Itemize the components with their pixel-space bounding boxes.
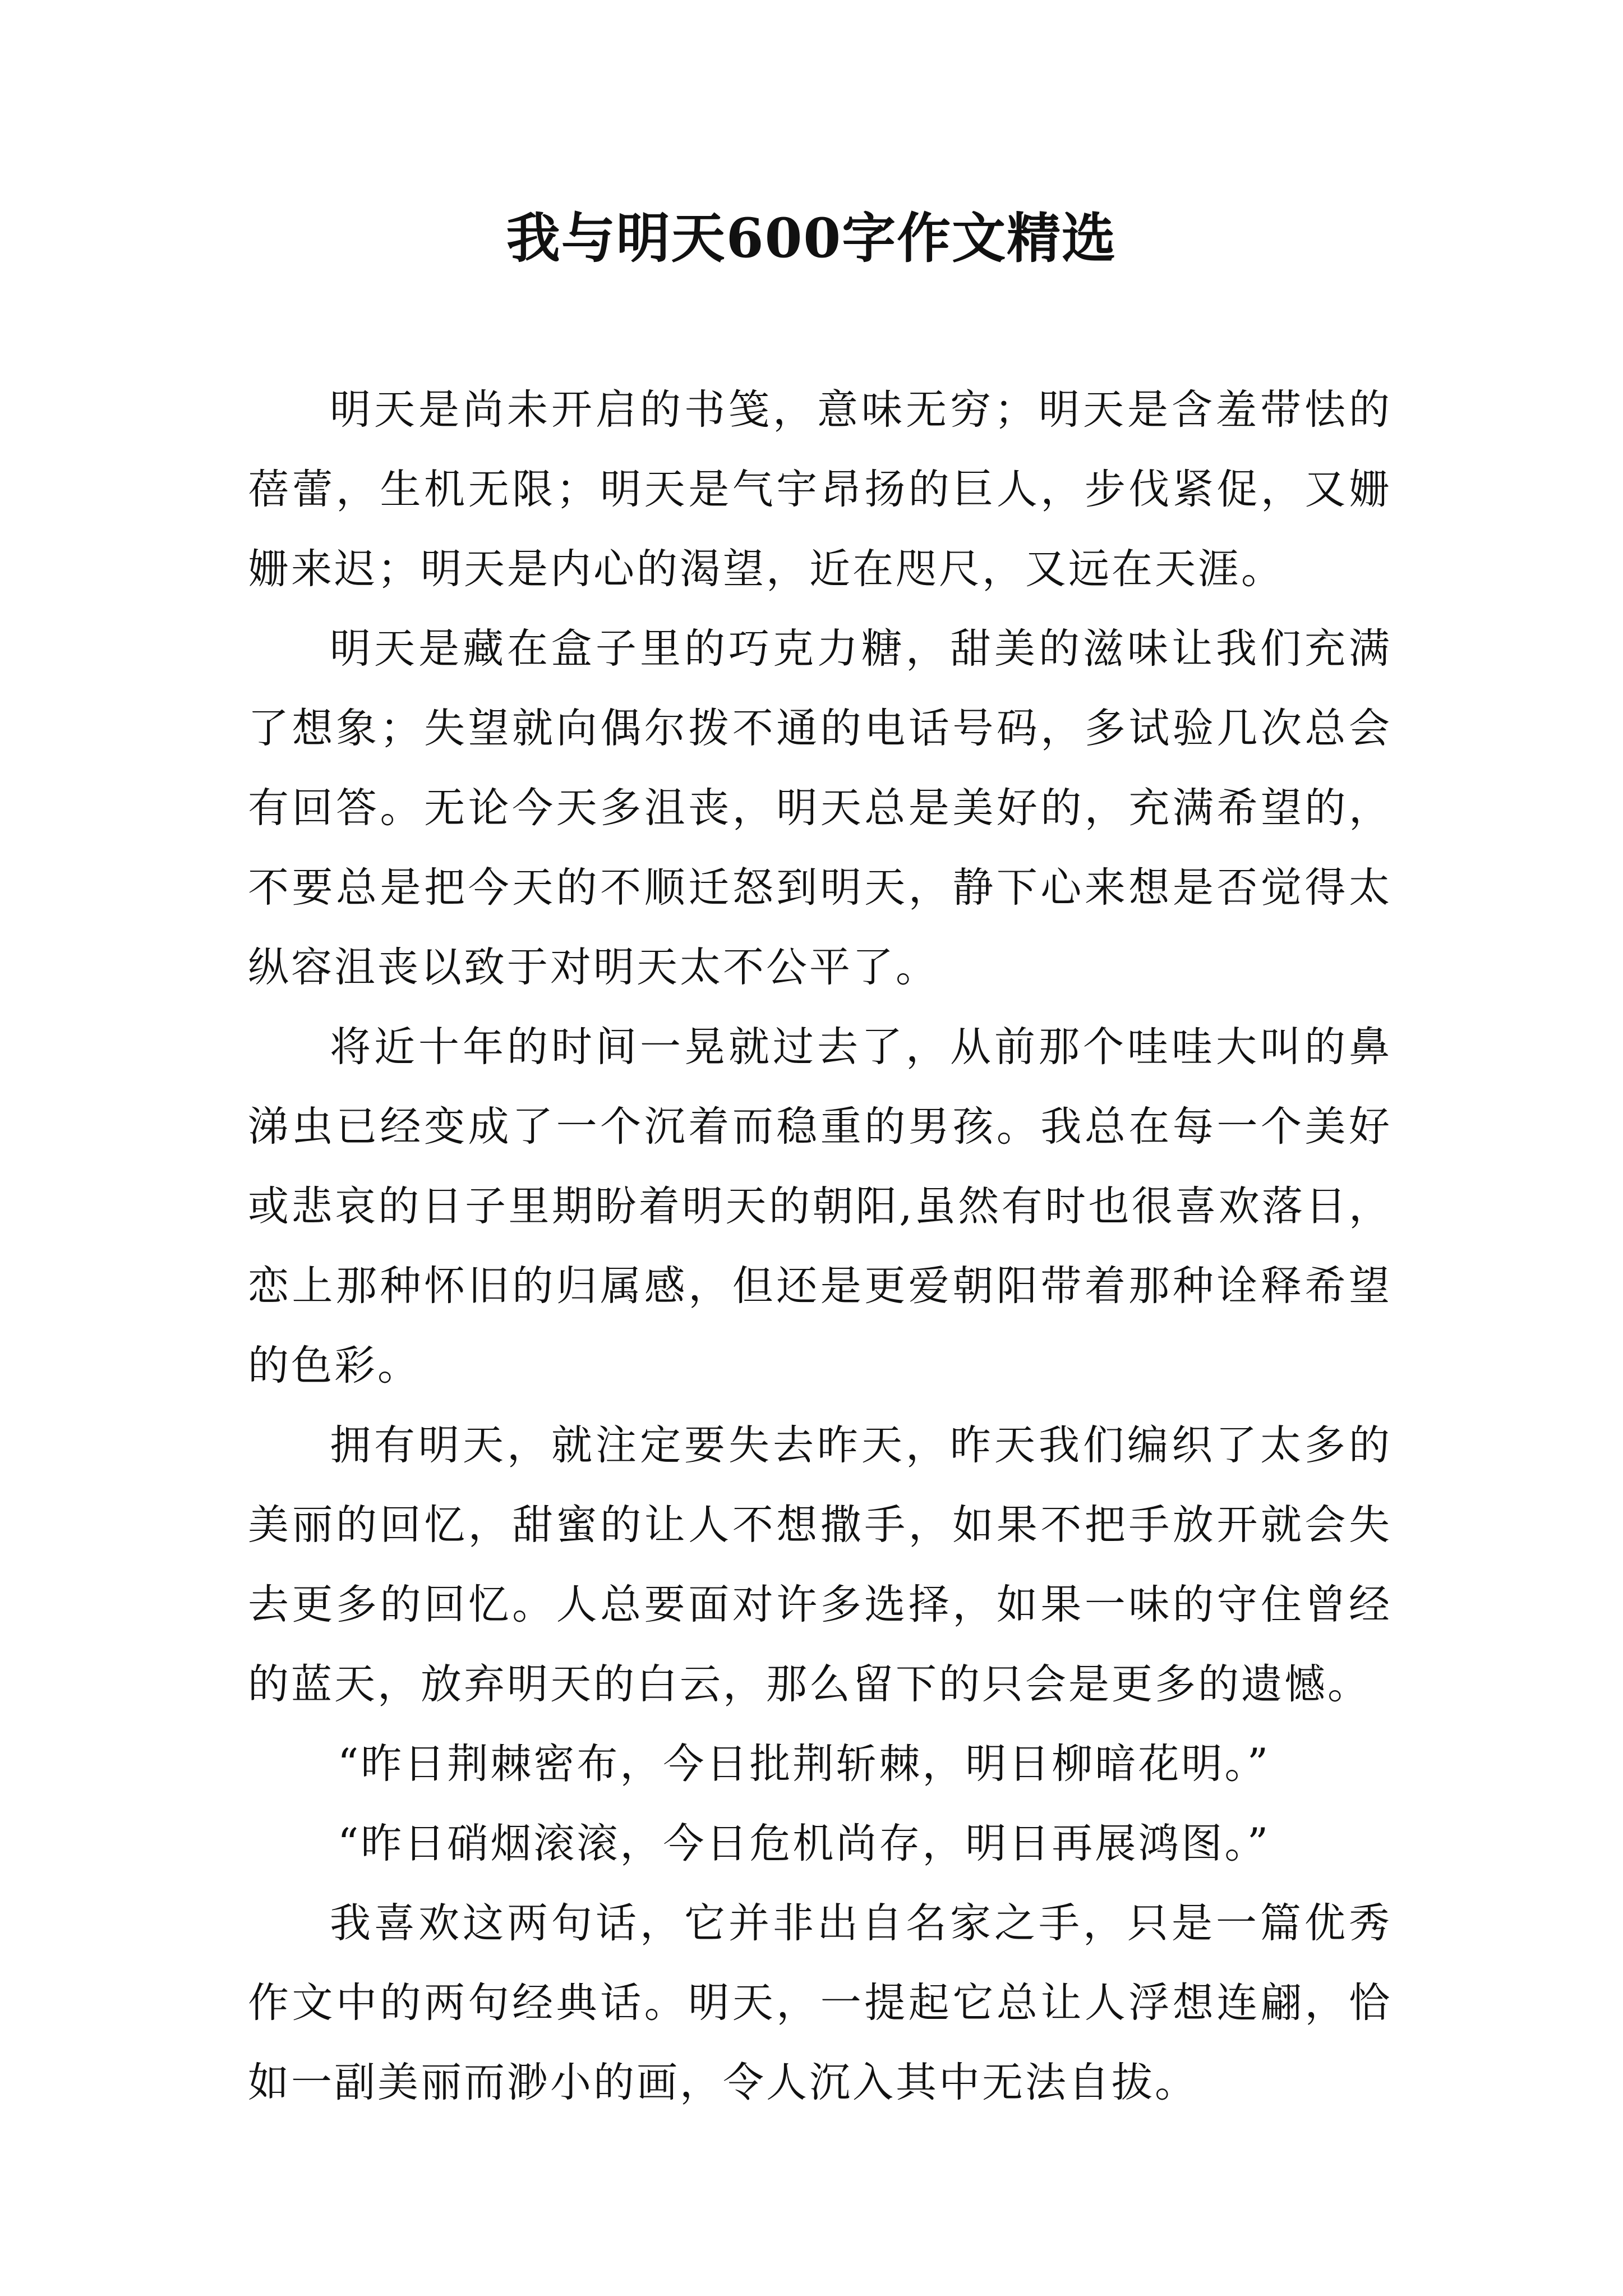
quote-1: “昨日荆棘密布，今日批荆斩棘，明日柳暗花明。”	[338, 1740, 1271, 1788]
paragraph-1: 明天是尚未开启的书笺，意味无穷；明天是含羞带怯的蓓蕾，生机无限；明天是气宇昂扬的巨人，步伐紧促，又姗姗来迟；明天是内心的渴望，近在咫尺，又远在天涯。	[248, 386, 1392, 593]
essay-body	[248, 370, 1392, 2123]
page-title: 我与明天600字作文精选	[506, 206, 1117, 270]
paragraph-4: 拥有明天，就注定要失去昨天，昨天我们编织了太多的美丽的回忆，甜蜜的让人不想撒手，如果不把手放开就会失去更多的回忆。人总要面对许多选择，如果一味的守住曾经的蓝天，放弃明天的白云，那么留下的只会是更多的遗憾。	[248, 1421, 1392, 1708]
paragraph-closing: 我喜欢这两句话，它并非出自名家之手，只是一篇优秀作文中的两句经典话。明天，一提起它总让人浮想连翩，恰如一副美丽而渺小的画，令人沉入其中无法自拔。	[248, 1899, 1392, 2106]
paragraph-2: 明天是藏在盒子里的巧克力糖，甜美的滋味让我们充满了想象；失望就向偶尔拨不通的电话号码，多试验几次总会有回答。无论今天多沮丧，明天总是美好的，充满希望的，不要总是把今天的不顺迁怒到明天，静下心来想是否觉得太纵容沮丧以致于对明天太不公平了。	[248, 625, 1392, 991]
paragraph-3: 将近十年的时间一晃就过去了，从前那个哇哇大叫的鼻涕虫已经变成了一个沉着而稳重的男孩。我总在每一个美好或悲哀的日子里期盼着明天的朝阳,虽然有时也很喜欢落日，恋上那种怀旧的归属感，但还是更爱朝阳带着那种诠释希望的色彩。	[248, 1023, 1392, 1389]
quote-2: “昨日硝烟滚滚，今日危机尚存，明日再展鸿图。”	[338, 1820, 1271, 1867]
